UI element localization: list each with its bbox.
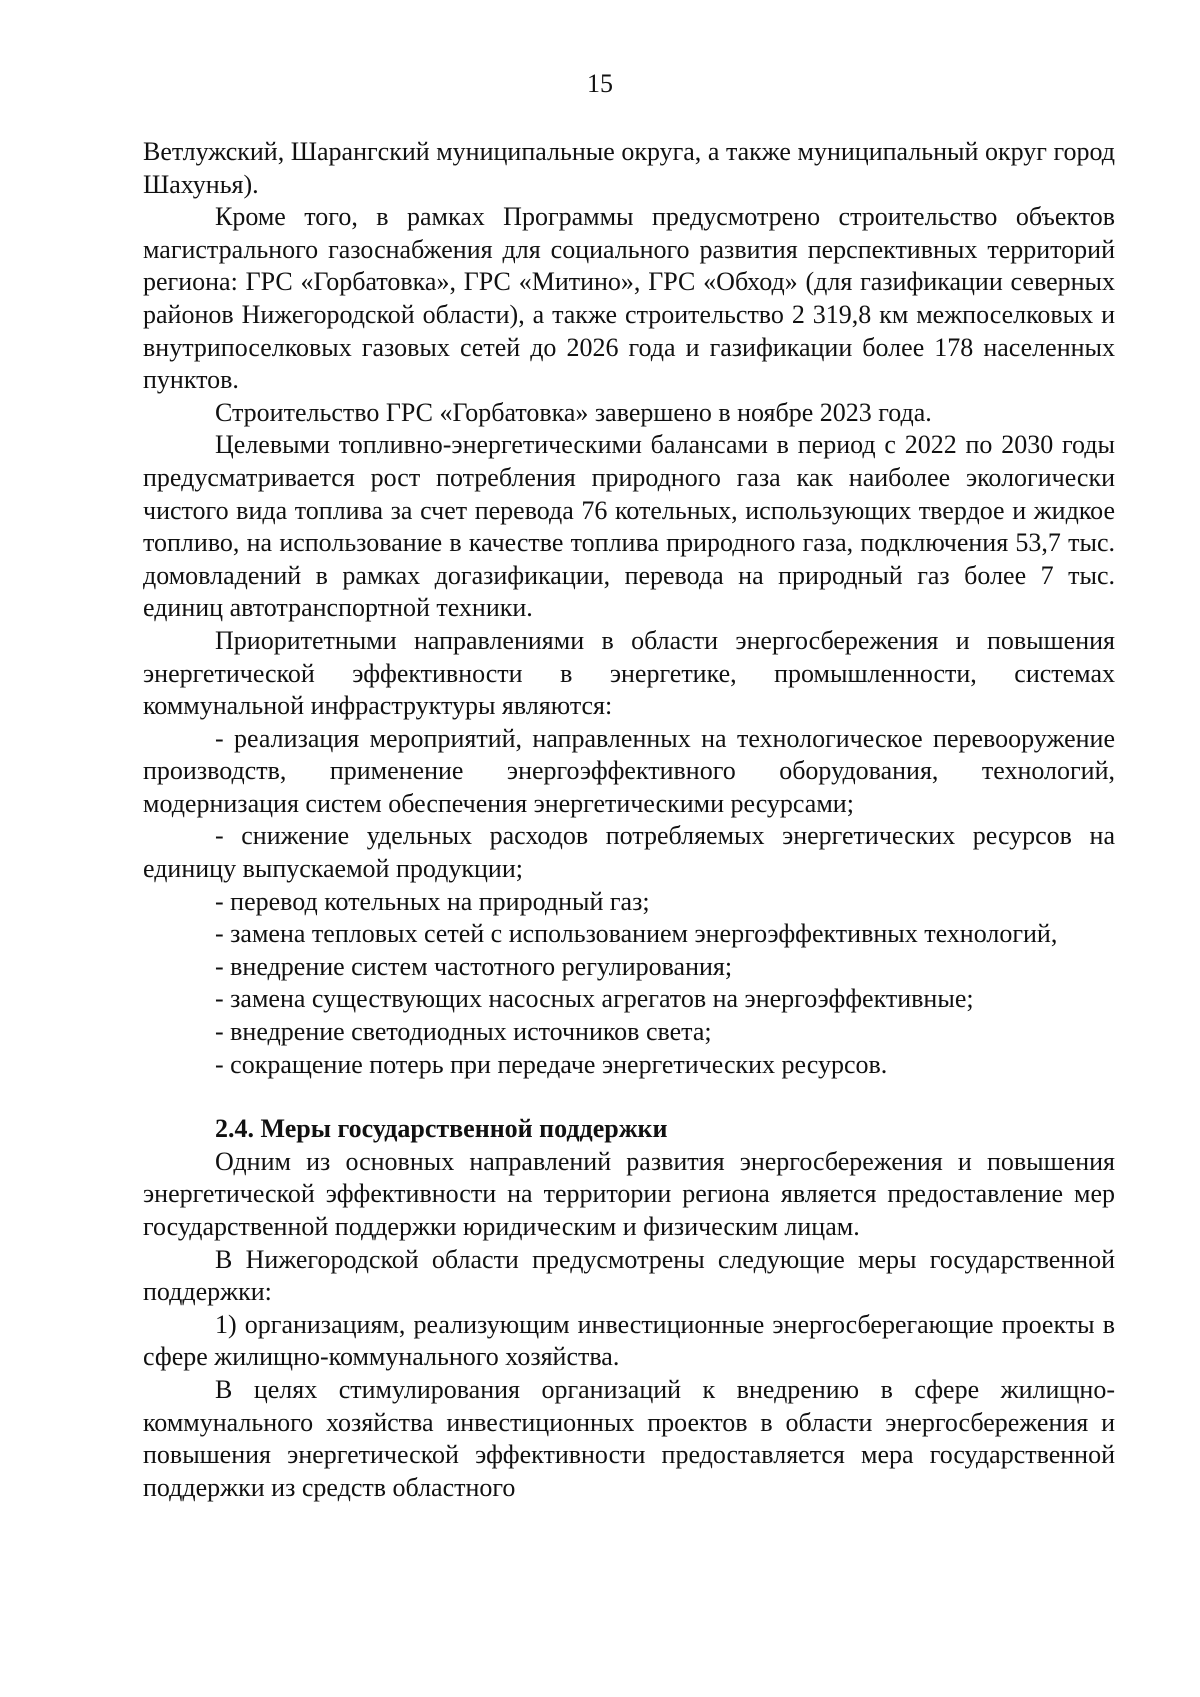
paragraph: Одним из основных направлений развития энергосбережения и повышения энергетической эффективности на территории региона является предоставление мер государственной поддержки юридическим и физическим лицам. bbox=[143, 1146, 1115, 1241]
paragraph: В Нижегородской области предусмотрены следующие меры государственной поддержки: bbox=[143, 1244, 1115, 1307]
paragraph: Приоритетными направлениями в области энергосбережения и повышения энергетической эффективности в энергетике, промышленности, системах коммунальной инфраструктуры являются: bbox=[143, 625, 1115, 721]
paragraph: В целях стимулирования организаций к внедрению в сфере жилищно-коммунального хозяйства инвестиционных проектов в области энергосбережения и повышения энергетической эффективности предоставляется мера государственной поддержки из средств областного bbox=[143, 1374, 1115, 1502]
list-item: - замена тепловых сетей с использованием энергоэффективных технологий, bbox=[215, 919, 1058, 949]
list-item: - сокращение потерь при передаче энергетических ресурсов. bbox=[215, 1049, 888, 1079]
paragraph: Кроме того, в рамках Программы предусмотрено строительство объектов магистрального газоснабжения для социального развития перспективных территорий региона: ГРС «Горбатовка», ГРС «Митино», ГРС «Обход» (для газификации северных районов Нижегородской области), а также строительство 2 319,8 км межпоселковых и внутрипоселковых газовых сетей до 2026 года и газификации более 178 населенных пунктов. bbox=[143, 202, 1115, 395]
paragraph: Ветлужский, Шарангский муниципальные округа, а также муниципальный округ город Шахунья). bbox=[143, 137, 1115, 199]
list-item: - реализация мероприятий, направленных на технологическое перевооружение производств, применение энергоэффективного оборудования, технологий, модернизация систем обеспечения энергетическими ресурсами; bbox=[143, 723, 1115, 818]
document-body bbox=[143, 136, 1115, 1504]
paragraph: Строительство ГРС «Горбатовка» завершено в ноябре 2023 года. bbox=[215, 397, 932, 427]
list-item: - снижение удельных расходов потребляемых энергетических ресурсов на единицу выпускаемой продукции; bbox=[143, 821, 1115, 884]
list-item: - внедрение светодиодных источников света; bbox=[215, 1017, 712, 1047]
paragraph: 1) организациям, реализующим инвестиционные энергосберегающие проекты в сфере жилищно-коммунального хозяйства. bbox=[143, 1309, 1115, 1372]
page-number: 15 bbox=[587, 69, 613, 98]
list-item: - перевод котельных на природный газ; bbox=[215, 886, 650, 916]
section-heading: 2.4. Меры государственной поддержки bbox=[215, 1114, 668, 1144]
list-item: - внедрение систем частотного регулирования; bbox=[215, 951, 733, 981]
paragraph: Целевыми топливно-энергетическими балансами в период с 2022 по 2030 годы предусматривается рост потребления природного газа как наиболее экологически чистого вида топлива за счет перевода 76 котельных, использующих твердое и жидкое топливо, на использование в качестве топлива природного газа, подключения 53,7 тыс. домовладений в рамках догазификации, перевода на природный газ более 7 тыс. единиц автотранспортной техники. bbox=[143, 430, 1115, 623]
list-item: - замена существующих насосных агрегатов на энергоэффективные; bbox=[215, 984, 974, 1014]
